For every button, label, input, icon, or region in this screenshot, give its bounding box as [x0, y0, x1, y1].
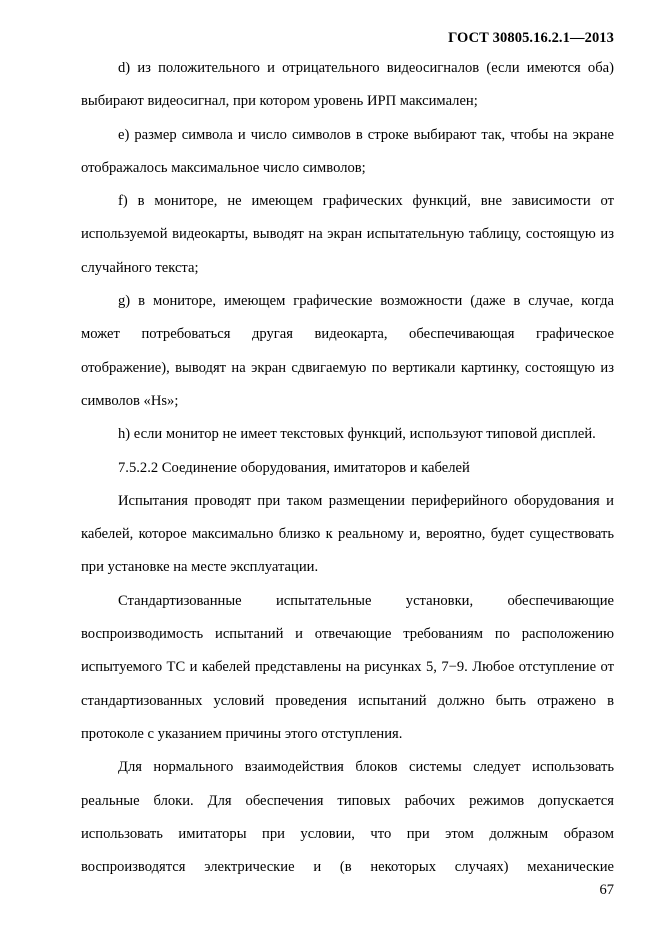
paragraph-test-placement: Испытания проводят при таком размещении периферийного оборудования и кабелей, которое максимально близко к реальному и, вероятно, будет существовать при установке на месте эксплуатации. — [81, 492, 614, 576]
list-item-e: e) размер символа и число символов в строке выбирают так, чтобы на экране отображалось максимальное число символов; — [81, 126, 614, 176]
paragraph-simulators: Для нормального взаимодействия блоков системы следует использовать реальные блоки. Для обеспечения типовых рабочих режимов допускается использовать имитаторы при условии, что при этом должным образом воспроизводятся электрические и (в некоторых случаях) механические — [81, 759, 614, 876]
list-item-d: d) из положительного и отрицательного видеосигналов (если имеются оба) выбирают видеосигнал, при котором уровень ИРП максимален; — [81, 60, 614, 110]
section-heading: 7.5.2.2 Соединение оборудования, имитаторов и кабелей — [118, 459, 470, 476]
paragraph-standard-setups: Стандартизованные испытательные установки, обеспечивающие воспроизводимость испытаний и отвечающие требованиям по расположению испытуемого ТС и кабелей представлены на рисунках 5, 7−9. Любое отступление от стандартизованных условий проведения испытаний должно быть отражено в протоколе с указанием причины этого отступления. — [81, 592, 614, 742]
list-item-f: f) в мониторе, не имеющем графических функций, вне зависимости от используемой видеокарты, выводят на экран испытательную таблицу, состоящую из случайного текста; — [81, 193, 614, 276]
document-standard-number: ГОСТ 30805.16.2.1—2013 — [448, 30, 614, 46]
page-number: 67 — [599, 882, 614, 898]
document-body — [81, 52, 614, 884]
list-item-g: g) в мониторе, имеющем графические возможности (даже в случае, когда может потребоваться другая видеокарта, обеспечивающая графическое отображение), выводят на экран сдвигаемую по вертикали картинку, состоящую из символов «Hs»; — [81, 293, 614, 409]
list-item-h: h) если монитор не имеет текстовых функций, используют типовой дисплей. — [118, 426, 596, 443]
